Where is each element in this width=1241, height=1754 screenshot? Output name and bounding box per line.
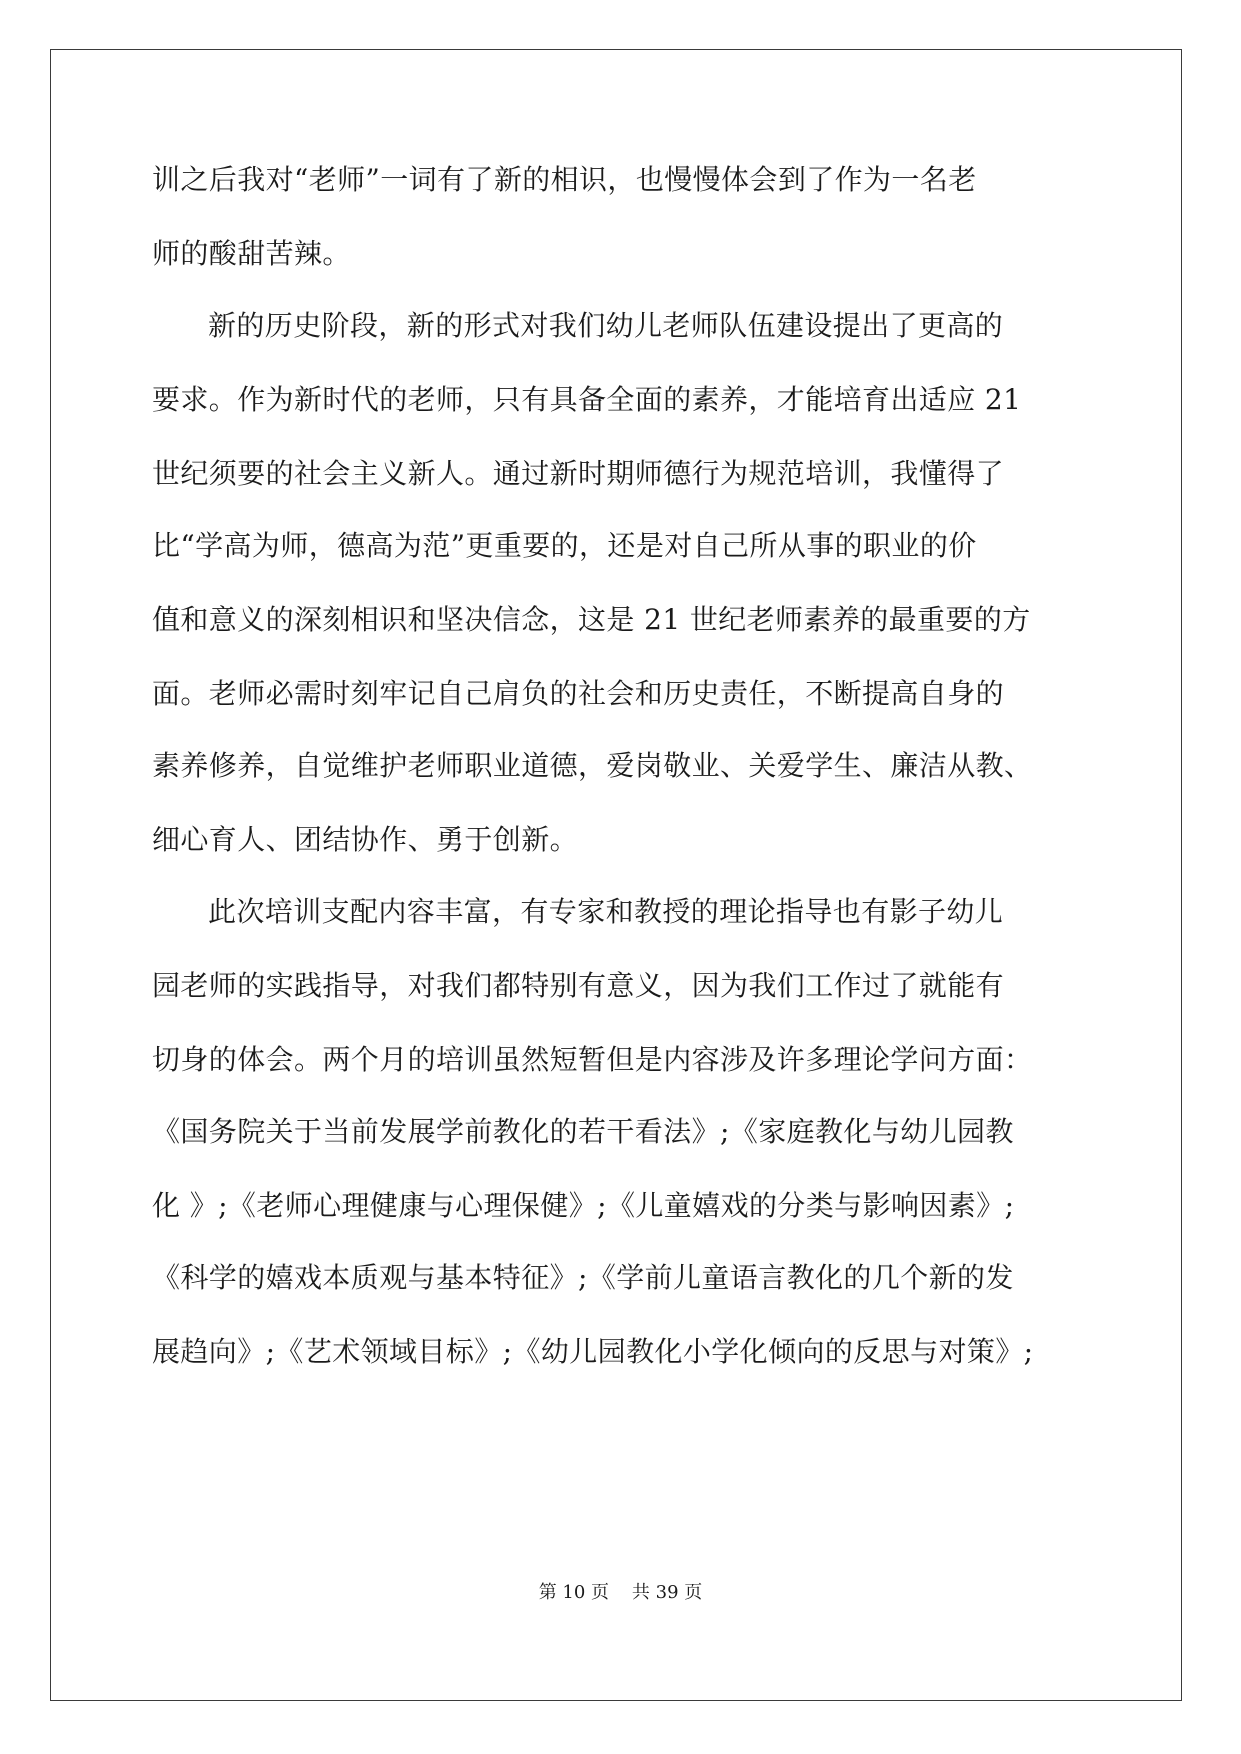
paragraph-start-line: 新的历史阶段，新的形式对我们幼儿老师队伍建设提出了更高的 bbox=[208, 309, 1004, 342]
text-line: 《国务院关于当前发展学前教化的若干看法》;《家庭教化与幼儿园教 bbox=[152, 1115, 1014, 1148]
text-line: 展趋向》;《艺术领域目标》;《幼儿园教化小学化倾向的反思与对策》; bbox=[152, 1335, 1034, 1368]
text-line: 园老师的实践指导，对我们都特别有意义，因为我们工作过了就能有 bbox=[152, 969, 1005, 1002]
text-line: 要求。作为新时代的老师，只有具备全面的素养，才能培育出适应 21 bbox=[152, 383, 1022, 416]
text-line: 切身的体会。两个月的培训虽然短暂但是内容涉及许多理论学问方面： bbox=[152, 1043, 1033, 1076]
page-number-footer: 第 10 页 共 39 页 bbox=[538, 1582, 703, 1603]
text-line: 面。老师必需时刻牢记自己肩负的社会和历史责任，不断提高自身的 bbox=[152, 677, 1005, 710]
text-line: 师的酸甜苦辣。 bbox=[152, 237, 351, 270]
page-border bbox=[50, 49, 1182, 1701]
text-line: 训之后我对“老师”一词有了新的相识，也慢慢体会到了作为一名老 bbox=[152, 163, 977, 196]
text-line: 比“学高为师，德高为范”更重要的，还是对自己所从事的职业的价 bbox=[152, 529, 977, 562]
text-line: 值和意义的深刻相识和坚决信念，这是 21 世纪老师素养的最重要的方 bbox=[152, 603, 1031, 636]
text-line: 素养修养，自觉维护老师职业道德，爱岗敬业、关爱学生、廉洁从教、 bbox=[152, 749, 1033, 782]
text-line: 细心育人、团结协作、勇于创新。 bbox=[152, 823, 579, 856]
text-line: 世纪须要的社会主义新人。通过新时期师德行为规范培训，我懂得了 bbox=[152, 457, 1005, 490]
text-line: 《科学的嬉戏本质观与基本特征》;《学前儿童语言教化的几个新的发 bbox=[152, 1261, 1014, 1294]
paragraph-start-line: 此次培训支配内容丰富，有专家和教授的理论指导也有影子幼儿 bbox=[208, 895, 1004, 928]
text-line: 化 》;《老师心理健康与心理保健》;《儿童嬉戏的分类与影响因素》; bbox=[152, 1189, 1015, 1222]
